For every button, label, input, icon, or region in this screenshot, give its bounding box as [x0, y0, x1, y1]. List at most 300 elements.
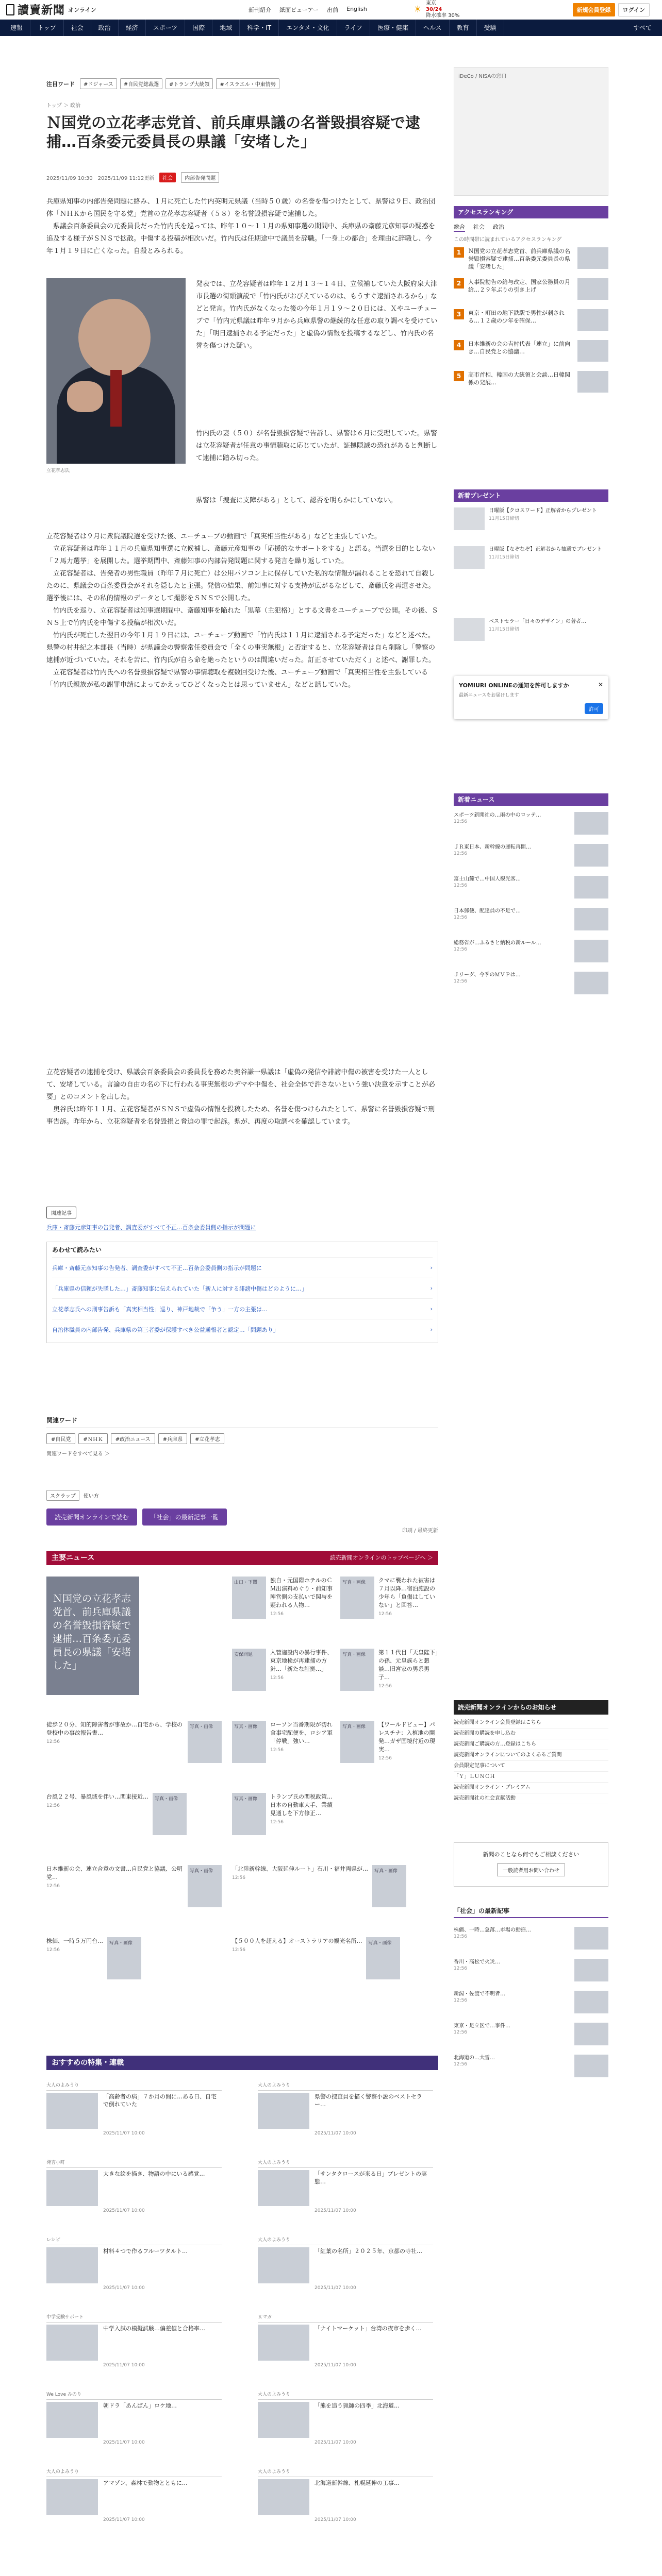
present-item[interactable] — [454, 618, 608, 641]
keyword-chip[interactable]: #政治ニュース — [111, 1433, 155, 1444]
sun-icon: ☀ — [413, 4, 422, 15]
news-thumb: 写真・画像 — [340, 1721, 374, 1763]
news-time: 12:56 — [232, 1875, 245, 1880]
news-title: 第１１代目「天皇陛下」の孫、元皇族らと懇談…旧宮家の男系男子… — [378, 1649, 438, 1681]
chevron-right-icon: › — [430, 1306, 433, 1312]
related-topic-button[interactable]: 関連記事 — [46, 1207, 76, 1218]
news-card[interactable] — [46, 1793, 222, 1835]
feature-time: 2025/11/07 10:00 — [103, 2517, 145, 2522]
nav-item[interactable]: 科学・IT — [240, 20, 279, 36]
article-lead: 兵庫県知事の内部告発問題に絡み、１月に死亡した竹内英明元県議（当時５０歳）の名誉を傷つけたとして、県警は９日、政治団体「ＮＨＫから国民を守る党」党首の立花孝志容疑者（５８）を名誉毀損容疑で逮捕した。 県議会百条委員会の元委員長だった竹内氏を巡っては、昨年１０～１１月の県知事選の期間中、兵庫県の斎藤元彦知事の疑惑を追及する様子がＳＮＳで拡散。中傷する投稿が相次いだ。竹内氏は任期途中で議員を辞職。「一身上の都合」を理由に辞職し、今年１月１９日に亡くなった。自殺とみられる。 — [46, 198, 436, 255]
feature-time: 2025/11/07 10:00 — [315, 2208, 356, 2213]
feature-title: 「熊を追う猟師の四季」北海道… — [315, 2402, 400, 2409]
news-thumb: 写真・画像 — [340, 1577, 374, 1619]
new-news-thumb — [574, 812, 608, 835]
news-thumb: 写真・画像 — [107, 1937, 141, 1979]
keyword-chip[interactable]: #兵庫県 — [158, 1433, 187, 1444]
feature-card[interactable] — [258, 2313, 433, 2368]
feature-thumb — [46, 2325, 98, 2361]
news-title: トランプ氏の関税政策…日本の自動車大手、業績見通しを下方修正… — [270, 1793, 333, 1817]
print-link[interactable]: 印刷 / 最終更新 — [402, 1528, 438, 1534]
banner-text: 新聞のことなら何でもご相談ください — [483, 1851, 580, 1858]
article-paragraph: 立花容疑者は９月に衆院議院選を受けた後、ユーチューブの動画で「真実相当性がある」などと主張していた。 立花容疑者は昨年１１月の兵庫県知事選に立候補し、斎藤元彦知事の「応援的なサポートをする」と語る。当選を目的としない「２馬力選挙」を展開した。選挙期間中、斎藤知事の内部告発問題に関する発言を繰り返していた。 立花容疑者は、告発者の男性職員（昨年７月に死亡）は公用パソコン上に保存していた私的な情報が漏れることを恐れて自殺したのに、県議会の百条委員会がそれを隠したと主張。発信の結果、前知事に対する支持が広がるなどして、斎藤氏を再選させた。選挙後には、その私的情報のデータとして撮影をＳＮＳで公開した。 竹内氏を巡り、立花容疑者は知事選期間中、斎藤知事を陥れた「黒幕（主犯格）」とする文書をユーチューブで公開。その後、ＳＮＳ上で竹内氏を中傷する投稿が相次いだ。 竹内氏が死亡した翌日の今年１月１９日には、ユーチューブ動画で「竹内氏は１１月に逮捕される予定だった」などと述べた。県警の村井紀之本部長（当時）が県議会の警察常任委員会で「全くの事実無根」と否定すると、立花容疑者は自ら削除し「警察の逮捕が近づいていた。それを苦に、竹内氏が自ら命を絶ったというのは間違いだった。訂正させていただく」と述べ、謝罪した。 立花容疑者は竹内氏への名誉毀損容疑で県警の事情聴取を複数回受けた後、ユーチューブ動画で「真実相当性を主張している「竹内氏親族が私の謝罪申請によってかえってひどくなったとは思っていません」などと話していた。 — [46, 533, 438, 689]
rank-number: 5 — [454, 371, 464, 381]
rank-title: Ｎ国党の立花孝志党首、前兵庫県議の名誉毀損容疑で逮捕…百条委元委員長の県議「安堵した」 — [468, 248, 570, 270]
photo-hand — [67, 381, 103, 412]
logo-mark-icon — [6, 4, 14, 15]
header-link[interactable]: 出前 — [327, 6, 339, 13]
ranking-note: この時間帯に読まれているアクセスランキング — [454, 237, 562, 243]
present-title: 日曜版【なぞなぞ】正解者から抽選でプレゼント — [489, 547, 602, 552]
feature-label: 大人のよみうり — [46, 2081, 222, 2091]
keyword-chip[interactable]: #立花孝志 — [190, 1433, 224, 1444]
feature-label: Ｋマガ — [258, 2313, 433, 2323]
nav-item[interactable]: 教育 — [450, 20, 477, 36]
popup-title: YOMIURI ONLINEの通知を許可しますか — [459, 682, 569, 689]
present-date: 11月15日締切 — [489, 627, 519, 632]
feature-title: 「紅葉の名所」２０２５年、京都の寺社… — [315, 2248, 422, 2255]
nav-item[interactable]: 経済 — [119, 20, 146, 36]
close-icon[interactable]: ✕ — [598, 681, 603, 688]
ranking-item[interactable] — [454, 371, 608, 393]
news-time: 12:56 — [270, 1612, 284, 1617]
header — [0, 0, 662, 20]
read-online-button[interactable]: 読売新聞オンラインで読む — [46, 1509, 137, 1526]
feature-card[interactable] — [258, 2468, 433, 2522]
ad-text: iDeCo / NISAの窓口 — [458, 74, 507, 79]
nav-item-all[interactable]: すべて — [633, 24, 652, 31]
feature-thumb — [46, 2170, 98, 2206]
new-news-item[interactable] — [454, 812, 608, 824]
nav-item[interactable]: 社会 — [64, 20, 91, 36]
article-photo[interactable] — [46, 278, 186, 464]
feature-label: 大人のよみうり — [46, 2468, 222, 2477]
present-date: 11月15日締切 — [489, 555, 519, 560]
trend-chip[interactable]: #自民党総裁選 — [120, 78, 162, 89]
news-time: 12:56 — [46, 1947, 60, 1953]
trend-chip[interactable]: #イスラエル・中東情勢 — [216, 78, 279, 89]
mini-news-item[interactable] — [454, 2023, 608, 2035]
osusume-header: おすすめの特集・連載 — [46, 2056, 438, 2070]
rank-thumb — [577, 278, 608, 300]
news-title: 徒歩２０分、知的障害者が事故か…自宅から、学校の登校中の事故報告書… — [46, 1721, 183, 1736]
trend-chip[interactable]: #トランプ大統領 — [166, 78, 213, 89]
notice-link[interactable]: 読売新聞オンラインについてのよくあるご質問 — [454, 1752, 562, 1758]
feature-label: 発言小町 — [46, 2159, 222, 2168]
header-link[interactable]: English — [346, 5, 367, 12]
nav-item[interactable]: 政治 — [91, 20, 119, 36]
present-item[interactable] — [454, 507, 608, 530]
new-news-thumb — [574, 876, 608, 899]
header-link[interactable]: 紙面ビューアー — [279, 6, 319, 13]
rank-title: 東京・町田の地下鉄駅で男性が刺される…１２歳の少年を確保… — [468, 310, 565, 324]
mini-news-item[interactable] — [454, 1991, 608, 2003]
feature-title: 「高齢者の病」７か月の間に…ある日、自宅で倒れていた — [103, 2093, 217, 2108]
news-title: 「北陸新幹線、大阪延伸ルート」石川・福井両県が… — [232, 1866, 368, 1872]
feature-title: 北海道新幹線、札幌延伸の工事… — [315, 2480, 400, 2486]
mini-news-thumb — [574, 2023, 608, 2045]
news-thumb: 山口・下関 — [232, 1577, 266, 1619]
rank-title: 日本維新の会の吉村代表「連立」に前向き…自民党との協議… — [468, 341, 570, 355]
feature-label: 大人のよみうり — [258, 2391, 433, 2400]
new-news-item[interactable] — [454, 876, 608, 888]
notice-link[interactable]: 読売新聞ご購読の方…登録はこちら — [454, 1741, 536, 1747]
notice-link[interactable]: 読売新聞オンライン・プレミアム — [454, 1785, 531, 1790]
article-meta — [46, 172, 219, 183]
article-paragraph: 発表では、立花容疑者は昨年１２月１３～１４日、立候補していた大阪府泉大津市長選の街頭演説で「竹内氏がおびえているのは、もうすぐ逮捕されるから」などと発言。竹内氏がなくなった後の今年１月１９～２０日には、Ｘやユーチューブで「竹内元県議は昨年９月から兵庫県警の継続的な任意の取り調べを受けていた」「明日逮捕される予定だった」と虚偽の情報を投稿するなどし、竹内氏の名誉を傷つけた疑い。 — [196, 280, 438, 350]
new-news-thumb — [574, 908, 608, 930]
notice-link[interactable]: 会員限定記事について — [454, 1763, 505, 1769]
new-news-title: Ｊリーグ、今季のＭＶＰは… — [454, 972, 521, 978]
news-title: 【ワールドビュー】パレスチナ：入植地の開発…ガザ国境付近の現実… — [378, 1721, 435, 1753]
feature-time: 2025/11/07 10:00 — [103, 2208, 145, 2213]
rank-number: 2 — [454, 278, 464, 289]
feature-card[interactable] — [46, 2159, 222, 2213]
news-thumb: 写真・画像 — [340, 1649, 374, 1691]
new-news-time: 12:56 — [454, 819, 467, 824]
mini-news-item[interactable] — [454, 1959, 608, 1971]
mini-news-title: 株価、一時…急落…市場の動揺… — [454, 1927, 531, 1933]
feature-card[interactable] — [46, 2313, 222, 2368]
nav-item[interactable]: 地域 — [212, 20, 240, 36]
nav-item[interactable]: 速報 — [3, 20, 30, 36]
nav-item[interactable]: ライフ — [337, 20, 370, 36]
feature-title: 「サンタクロースが来る日」プレゼントの実態… — [315, 2171, 427, 2185]
keywords-more-link[interactable]: 関連ワードをすべて見る ＞ — [46, 1451, 110, 1457]
mini-news-title: 北海道の…大雪… — [454, 2055, 495, 2061]
trend-chip[interactable]: #ドジャース — [80, 78, 117, 89]
article-paragraph: 県警は「捜査に支障がある」として、認否を明らかにしていない。 — [196, 497, 397, 504]
feature-time: 2025/11/07 10:00 — [103, 2285, 145, 2291]
access-ranking-header: アクセスランキング — [454, 206, 608, 218]
allow-button[interactable]: 許可 — [585, 703, 603, 714]
news-time: 12:56 — [270, 1820, 284, 1825]
news-time: 12:56 — [270, 1748, 284, 1753]
article-title: Ｎ国党の立花孝志党首、前兵庫県議の名誉毀損容疑で逮捕…百条委元委員長の県議「安堵した」 — [46, 114, 421, 150]
category-list-button[interactable]: 「社会」の最新記事一覧 — [142, 1509, 227, 1526]
new-news-item[interactable] — [454, 844, 608, 856]
trend-words — [46, 78, 279, 89]
ranking-item[interactable] — [454, 309, 608, 331]
article-paragraph: 竹内氏の妻（５０）が名誉毀損容疑で告訴し、県警は６月に受理していた。県警は立花容疑者が任意の事情聴取に応じていたが、証拠隠滅の恐れがあると判断して逮捕に踏み切った。 — [196, 430, 438, 462]
also-read-item[interactable] — [52, 1257, 433, 1278]
ranking-tab[interactable]: 総合 — [454, 223, 465, 232]
nav-item[interactable]: 受験 — [477, 20, 504, 36]
new-news-thumb — [574, 844, 608, 867]
mini-news-thumb — [574, 1927, 608, 1950]
notification-popup — [454, 676, 608, 719]
present-date: 11月15日締切 — [489, 516, 519, 521]
login-button[interactable]: ログイン — [618, 3, 650, 16]
also-read-item[interactable] — [52, 1319, 433, 1340]
related-keywords — [46, 1416, 438, 1457]
feature-time: 2025/11/07 10:00 — [315, 2440, 356, 2445]
news-title: 独自・元国際ホテルのＣＭ出演料めぐり・前知事陣営側の支払いで関与を疑われる人物… — [270, 1577, 333, 1608]
main-news-title: 主要ニュース — [52, 1554, 95, 1562]
sidebar-ad[interactable] — [454, 67, 608, 196]
new-news-title: 総務省が…ふるさと納税の新ルール… — [454, 940, 541, 946]
feature-thumb — [258, 2402, 309, 2438]
feature-label: 中学受験サポート — [46, 2313, 222, 2323]
new-news-time: 12:56 — [454, 883, 467, 888]
keyword-chip[interactable]: #自民党 — [46, 1433, 75, 1444]
news-card[interactable] — [232, 1577, 335, 1619]
feature-time: 2025/11/07 10:00 — [315, 2363, 356, 2368]
photo-tie — [110, 370, 122, 427]
feature-card[interactable] — [46, 2236, 222, 2291]
feature-card[interactable] — [258, 2391, 433, 2445]
news-card[interactable] — [46, 1865, 222, 1907]
notice-title: 読売新聞オンラインからのお知らせ — [454, 1700, 608, 1715]
feature-label: レシピ — [46, 2236, 222, 2245]
contact-button[interactable]: 一般読者用お問い合わせ — [497, 1863, 565, 1876]
feature-title: Ｎ国党の立花孝志党首、前兵庫県議の名誉毀損容疑で逮捕…百条委元委員長の県議「安堵した」 — [53, 1593, 131, 1671]
chevron-right-icon: › — [430, 1285, 433, 1292]
news-time: 12:56 — [232, 1947, 245, 1953]
mini-news-item[interactable] — [454, 1927, 608, 1939]
news-title: 株価、一時５万円台… — [46, 1938, 103, 1944]
mini-news-thumb — [574, 1991, 608, 2013]
news-thumb: 写真・画像 — [188, 1865, 222, 1907]
feature-card[interactable] — [258, 2081, 433, 2136]
global-nav — [0, 20, 662, 36]
article-paragraph: 立花容疑者の逮捕を受け、県議会百条委員会の委員長を務めた奥谷謙一県議は「虚偽の発信や誹謗中傷の被害を受けた一人として、安堵している。言論の自由の名の下に行われる事実無根のデマや中傷を、社会全体で許さないという強い決意を示すことが必要」とのコメントを出した。 奥谷氏は昨年１１月、立花容疑者がＳＮＳで虚偽の情報を投稿したため、名誉を傷つけられたとして、県警に名誉毀損容疑で刑事告訴。昨年から、立花容疑者を名誉毀損と脅迫の罪で起訴。県が、再度の取調べを確認しています。 — [46, 1069, 435, 1126]
weather-city: 東京 — [426, 0, 436, 6]
ranking-item[interactable] — [454, 278, 608, 300]
ranking-item[interactable] — [454, 340, 608, 362]
news-thumb: 写真・画像 — [372, 1865, 406, 1907]
feature-time: 2025/11/07 10:00 — [103, 2363, 145, 2368]
news-time: 12:56 — [378, 1756, 392, 1761]
rank-thumb — [577, 340, 608, 362]
new-news-item[interactable] — [454, 940, 608, 952]
rank-thumb — [577, 371, 608, 393]
nav-item[interactable]: エンタメ・文化 — [279, 20, 337, 36]
news-thumb: 写真・画像 — [232, 1793, 266, 1835]
also-read-title: あわせて読みたい — [52, 1246, 102, 1253]
also-read-text: 「兵庫県の信頼が失墜した…」斎藤知事に伝えられていた「新人に対する誹謗中傷はどのように…」 — [52, 1285, 307, 1292]
mini-news-item[interactable] — [454, 2055, 608, 2067]
present-title: ベストセラー「日々のデザイン」の著者… — [489, 619, 586, 624]
feature-thumb — [258, 2093, 309, 2129]
feature-card[interactable] — [46, 2391, 222, 2445]
ranking-tab[interactable]: 政治 — [493, 224, 504, 230]
news-card[interactable] — [340, 1721, 438, 1763]
feature-label: 大人のよみうり — [258, 2236, 433, 2245]
feature-title: 「ナイトマーケット」台湾の夜市を歩く… — [315, 2325, 422, 2332]
new-news-thumb — [574, 972, 608, 994]
nav-item[interactable]: 医療・健康 — [370, 20, 416, 36]
news-thumb: 写真・画像 — [153, 1793, 187, 1835]
weather-temp: 30/24 — [426, 6, 442, 12]
news-time: 12:56 — [46, 1803, 60, 1808]
feature-thumb — [258, 2325, 309, 2361]
trend-label: 注目ワード — [46, 80, 75, 88]
weather-rain: 降水確率 30% — [426, 12, 460, 19]
feature-thumb — [46, 2479, 98, 2515]
nav-item[interactable]: 国際 — [185, 20, 212, 36]
news-thumb: 安保問題 — [232, 1649, 266, 1691]
feature-label: We Love みのり — [46, 2391, 222, 2400]
new-news-title: 富士山麓で…中国人観光客… — [454, 876, 521, 882]
feature-title: アマゾン、森林で動物とともに… — [103, 2480, 188, 2486]
news-time: 12:56 — [378, 1612, 392, 1617]
new-news-title: 日本郵便、配達員の不足で… — [454, 908, 521, 914]
new-news-time: 12:56 — [454, 947, 467, 952]
feature-thumb — [46, 2402, 98, 2438]
notice-link[interactable]: 読売新聞社の社会貢献活動 — [454, 1795, 516, 1801]
related-topic-link[interactable]: 兵庫・斎藤元彦知事の告発者、調査委がすべて不正…百条会委員側の指示が問題に — [46, 1224, 256, 1231]
feature-time: 2025/11/07 10:00 — [315, 2285, 356, 2291]
topic-badge[interactable]: 内部告発問題 — [181, 172, 219, 183]
logo-text: 讀賣新聞 — [18, 4, 65, 17]
keywords-title: 関連ワード — [46, 1416, 438, 1428]
news-thumb: 写真・画像 — [188, 1721, 222, 1763]
news-time: 12:56 — [46, 1739, 60, 1744]
header-link[interactable]: 新刊紹介 — [249, 6, 271, 13]
feature-card[interactable] — [46, 2468, 222, 2522]
present-item[interactable] — [454, 546, 608, 569]
news-title: 【５００人を超える】オーストラリアの観光名所… — [232, 1938, 362, 1944]
mini-news-thumb — [574, 2055, 608, 2077]
new-news-header: 新着ニュース — [454, 793, 608, 806]
feature-card[interactable] — [258, 2236, 433, 2291]
feature-thumb — [258, 2479, 309, 2515]
photo-caption: 立花孝志氏 — [46, 468, 70, 473]
new-news-item[interactable] — [454, 908, 608, 920]
popup-subtitle: 最新ニュースをお届けします — [459, 693, 519, 698]
news-card[interactable] — [46, 1937, 222, 1979]
feature-label: 大人のよみうり — [258, 2081, 433, 2091]
news-thumb: 写真・画像 — [232, 1721, 266, 1763]
rank-thumb — [577, 247, 608, 269]
feature-title: 中学入試の模擬試験…偏差値と合格率… — [103, 2325, 205, 2332]
feature-time: 2025/11/07 10:00 — [103, 2131, 145, 2136]
news-time: 12:56 — [46, 1884, 60, 1889]
nav-item[interactable]: トップ — [30, 20, 64, 36]
also-read-item[interactable] — [52, 1278, 433, 1298]
present-title: 日曜版【クロスワード】正解者からプレゼント — [489, 508, 597, 514]
mini-news-time: 12:56 — [454, 2030, 467, 2035]
feature-title: 朝ドラ「あんぱん」ロケ地… — [103, 2402, 177, 2409]
howto-link[interactable]: 使い方 — [83, 1494, 99, 1499]
feature-card[interactable] — [46, 2081, 222, 2136]
also-read-text: 自治体職員の内部告発、兵庫県の第三者委が保護すべき公益通報者と認定…「問題あり」 — [52, 1326, 279, 1333]
present-thumb — [454, 618, 485, 641]
feature-thumb — [258, 2247, 309, 2283]
also-read-text: 立花孝志氏への刑事告訴も「真実相当性」巡り、神戸地裁で「争う」一方の主張は… — [52, 1306, 268, 1313]
main-news-feature[interactable] — [46, 1577, 258, 1695]
news-card[interactable] — [46, 1721, 222, 1763]
keyword-chip[interactable]: #ＮＨＫ — [78, 1433, 107, 1444]
news-title: クマに襲われた被害は７月以降…宿泊施設の少年ら「負傷はしていない」と回答… — [378, 1577, 435, 1608]
mini-news-thumb — [574, 1959, 608, 1981]
main-news-header — [46, 1551, 438, 1565]
feature-thumb — [46, 2247, 98, 2283]
also-read-box — [46, 1242, 438, 1343]
chevron-right-icon: › — [430, 1326, 433, 1333]
news-card[interactable] — [232, 1937, 438, 1979]
header-links — [249, 6, 367, 14]
mini-news-title: 東京・足立区で…事件… — [454, 2023, 510, 2029]
ranking-tabs — [454, 223, 504, 232]
feature-title: 材料４つで作るフルーツタルト… — [103, 2248, 188, 2255]
feature-title: 県警の捜査員を描く警察小説のベストセラー… — [315, 2093, 422, 2108]
breadcrumb[interactable]: トップ ＞ 政治 — [46, 103, 81, 109]
feature-thumb — [258, 2170, 309, 2206]
mini-news-title: 香川・高松で火災… — [454, 1959, 500, 1965]
feature-card[interactable] — [258, 2159, 433, 2213]
mini-news-title: 新潟・佐渡で不明者… — [454, 1991, 505, 1997]
chevron-right-icon: › — [430, 1264, 433, 1271]
also-read-item[interactable] — [52, 1298, 433, 1319]
news-title: ローソン当番期限が切れ食事宅配便を、ロシア軍「停戦」強い… — [270, 1721, 333, 1744]
rank-number: 4 — [454, 340, 464, 350]
mini-news-time: 12:56 — [454, 1934, 467, 1939]
rank-number: 1 — [454, 247, 464, 258]
also-read-text: 兵庫・斎藤元彦知事の告発者、調査委がすべて不正…百条会委員側の指示が問題に — [52, 1264, 262, 1272]
news-card[interactable] — [232, 1721, 335, 1763]
mini-news-time: 12:56 — [454, 2062, 467, 2067]
news-card[interactable] — [232, 1649, 335, 1691]
feature-time: 2025/11/07 10:00 — [315, 2131, 356, 2136]
photo-face — [78, 299, 151, 376]
new-news-time: 12:56 — [454, 851, 467, 856]
news-card[interactable] — [232, 1793, 335, 1835]
news-card[interactable] — [340, 1649, 438, 1691]
notice-link[interactable]: 読売新聞オンライン会員登録はこちら — [454, 1720, 541, 1725]
news-time: 12:56 — [270, 1675, 284, 1681]
news-thumb: 写真・画像 — [366, 1937, 400, 1979]
nav-item[interactable]: ヘルス — [416, 20, 450, 36]
new-news-title: ＪＲ東日本、新幹線の運転再開… — [454, 844, 531, 850]
feature-label: 大人のよみうり — [258, 2159, 433, 2168]
nav-item[interactable]: スポーツ — [146, 20, 186, 36]
scrap-bar — [46, 1490, 99, 1501]
news-card[interactable] — [232, 1865, 438, 1907]
news-card[interactable] — [340, 1577, 438, 1619]
logo-sub: オンライン — [68, 6, 96, 13]
weather-widget[interactable] — [413, 1, 460, 19]
notice-link[interactable]: 「Ｙ」ＬＵＮＣＨ — [454, 1774, 495, 1780]
rank-thumb — [577, 309, 608, 331]
feature-time: 2025/11/07 10:00 — [315, 2517, 356, 2522]
feature-thumb — [46, 2093, 98, 2129]
new-news-title: スポーツ新聞社の…雨の中のロッテ… — [454, 812, 541, 818]
new-news-time: 12:56 — [454, 979, 467, 984]
news-title: 台風２２号、暴風域を伴い…関東接近… — [46, 1793, 148, 1800]
ranking-item[interactable] — [454, 247, 608, 270]
site-logo[interactable] — [6, 2, 109, 18]
rank-number: 3 — [454, 309, 464, 319]
new-news-item[interactable] — [454, 972, 608, 984]
notice-link[interactable]: 読売新聞の購読を申し込む — [454, 1731, 516, 1736]
contact-banner — [454, 1842, 608, 1887]
category-badge[interactable]: 社会 — [159, 173, 176, 182]
ranking-tab[interactable]: 社会 — [473, 224, 485, 230]
new-news-time: 12:56 — [454, 915, 467, 920]
mini-news-time: 12:56 — [454, 1998, 467, 2003]
present-thumb — [454, 546, 485, 569]
news-title: 入管施設内の暴行事件、東京地検が再逮捕の方針…「新たな証拠…」 — [270, 1649, 333, 1672]
register-button[interactable]: 新規会員登録 — [573, 3, 615, 16]
rank-title: 人事院勧告の給与改定、国家公務員の月給…２９年ぶりの引き上げ — [468, 279, 570, 293]
article-date: 2025/11/09 10:30 2025/11/09 11:12更新 — [46, 176, 155, 181]
rank-title: 高市首相、韓国の大統領と会談…日韓関係の発展… — [468, 371, 570, 386]
scrap-button[interactable]: スクラップ — [46, 1490, 79, 1501]
main-news-more-link[interactable]: 読売新聞オンラインのトップページへ ＞ — [329, 1554, 433, 1561]
mini-header: 「社会」の最新記事 — [454, 1906, 608, 1918]
